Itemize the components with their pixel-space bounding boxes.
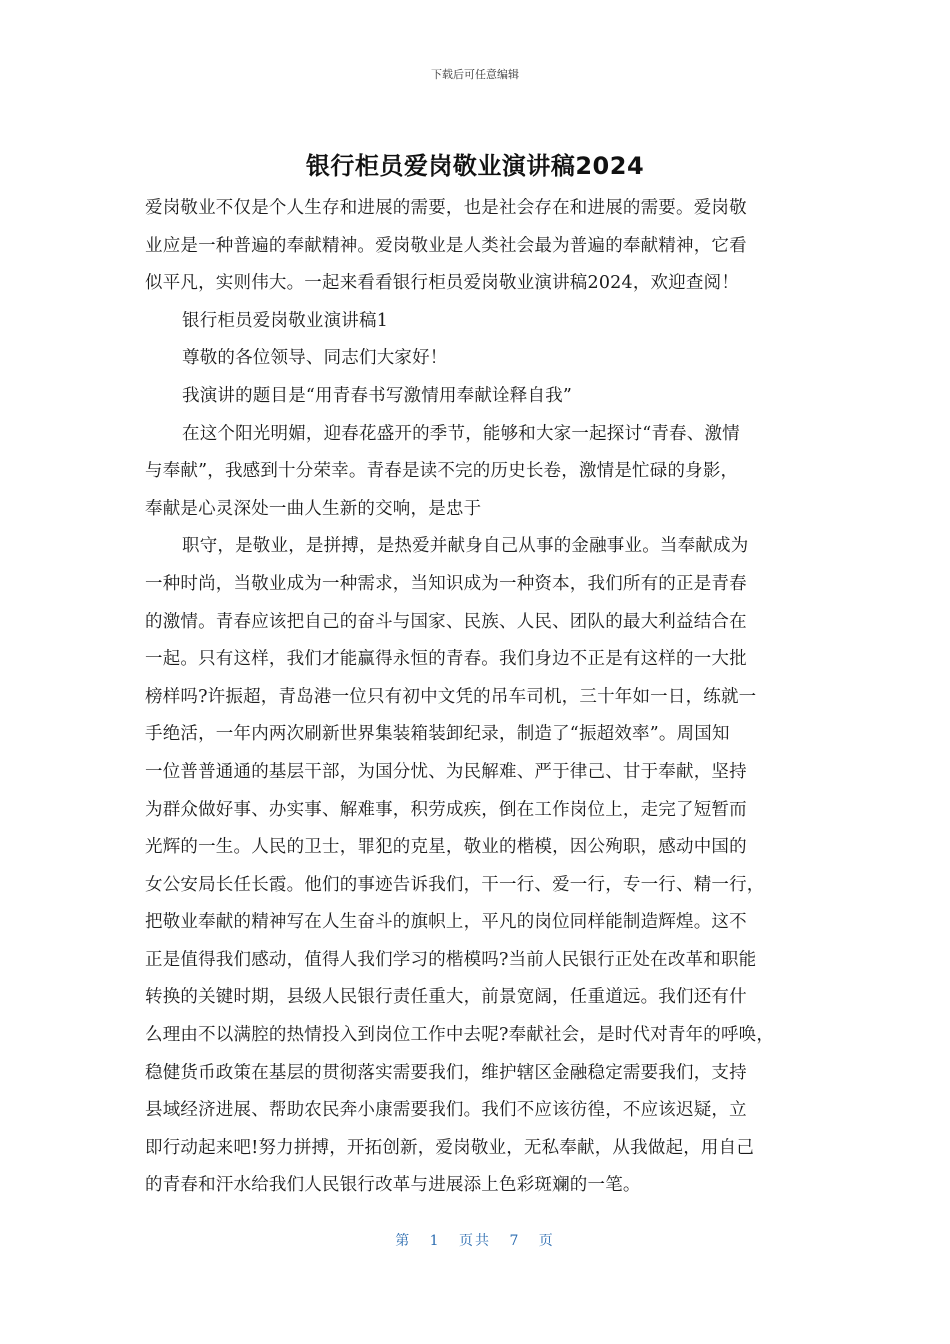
text-line: 与奉献”，我感到十分荣幸。青春是读不完的历史长卷，激情是忙碌的身影， <box>145 461 739 482</box>
text-line: 光辉的一生。人民的卫士，罪犯的克星，敬业的楷模，因公殉职，感动中国的 <box>145 837 747 858</box>
text-line: 县域经济进展、帮助农民奔小康需要我们。我们不应该彷徨，不应该迟疑，立 <box>145 1100 747 1121</box>
document-body <box>145 190 825 1205</box>
text-line: 转换的关键时期，县级人民银行责任重大，前景宽阔，任重道远。我们还有什 <box>145 987 747 1008</box>
text-line: 一位普普通通的基层干部，为国分忧、为民解难、严于律己、甘于奉献，坚持 <box>145 761 747 782</box>
text-line: 么理由不以满腔的热情投入到岗位工作中去呢?奉献社会，是时代对青年的呼唤， <box>145 1025 775 1046</box>
header-note: 下载后可任意编辑 <box>431 68 519 81</box>
text-line: 奉献是心灵深处一曲人生新的交响，是忠于 <box>145 498 482 519</box>
text-line: 银行柜员爱岗敬业演讲稿1 <box>182 310 389 331</box>
page-footer: 第 1 页共 7 页 <box>395 1233 555 1249</box>
text-line: 正是值得我们感动，值得人我们学习的楷模吗?当前人民银行正处在改革和职能 <box>145 949 757 970</box>
text-line: 我演讲的题目是“用青春书写激情用奉献诠释自我” <box>182 385 572 406</box>
document-title: 银行柜员爱岗敬业演讲稿2024 <box>305 152 645 180</box>
text-line: 职守，是敬业，是拼搏，是热爱并献身自己从事的金融事业。当奉献成为 <box>182 536 749 557</box>
text-line: 尊敬的各位领导、同志们大家好！ <box>182 348 448 369</box>
text-line: 把敬业奉献的精神写在人生奋斗的旗帜上，平凡的岗位同样能制造辉煌。这不 <box>145 912 747 933</box>
text-line: 女公安局长任长霞。他们的事迹告诉我们，干一行、爱一行，专一行、精一行， <box>145 874 765 895</box>
text-line: 的青春和汗水给我们人民银行改革与进展添上色彩斑斓的一笔。 <box>145 1175 641 1196</box>
text-line: 手绝活，一年内两次刷新世界集装箱装卸纪录，制造了“振超效率”。周国知 <box>145 724 730 745</box>
text-line: 一种时尚，当敬业成为一种需求，当知识成为一种资本，我们所有的正是青春 <box>145 573 747 594</box>
text-line: 榜样吗?许振超，青岛港一位只有初中文凭的吊车司机，三十年如一日，练就一 <box>145 686 757 707</box>
text-line: 爱岗敬业不仅是个人生存和进展的需要，也是社会存在和进展的需要。爱岗敬 <box>145 198 747 218</box>
text-line: 在这个阳光明媚，迎春花盛开的季节，能够和大家一起探讨“青春、激情 <box>182 423 740 444</box>
text-line: 稳健货币政策在基层的贯彻落实需要我们，维护辖区金融稳定需要我们，支持 <box>145 1062 747 1083</box>
text-line: 即行动起来吧!努力拼搏，开拓创新，爱岗敬业，无私奉献，从我做起，用自己 <box>145 1137 755 1158</box>
text-line: 一起。只有这样，我们才能赢得永恒的青春。我们身边不正是有这样的一大批 <box>145 649 747 670</box>
text-line: 似平凡，实则伟大。一起来看看银行柜员爱岗敬业演讲稿2024，欢迎查阅！ <box>145 273 740 294</box>
text-line: 为群众做好事、办实事、解难事，积劳成疾，倒在工作岗位上，走完了短暂而 <box>145 799 747 820</box>
text-line: 业应是一种普遍的奉献精神。爱岗敬业是人类社会最为普遍的奉献精神，它看 <box>145 235 747 256</box>
text-line: 的激情。青春应该把自己的奋斗与国家、民族、人民、团队的最大利益结合在 <box>145 611 747 632</box>
